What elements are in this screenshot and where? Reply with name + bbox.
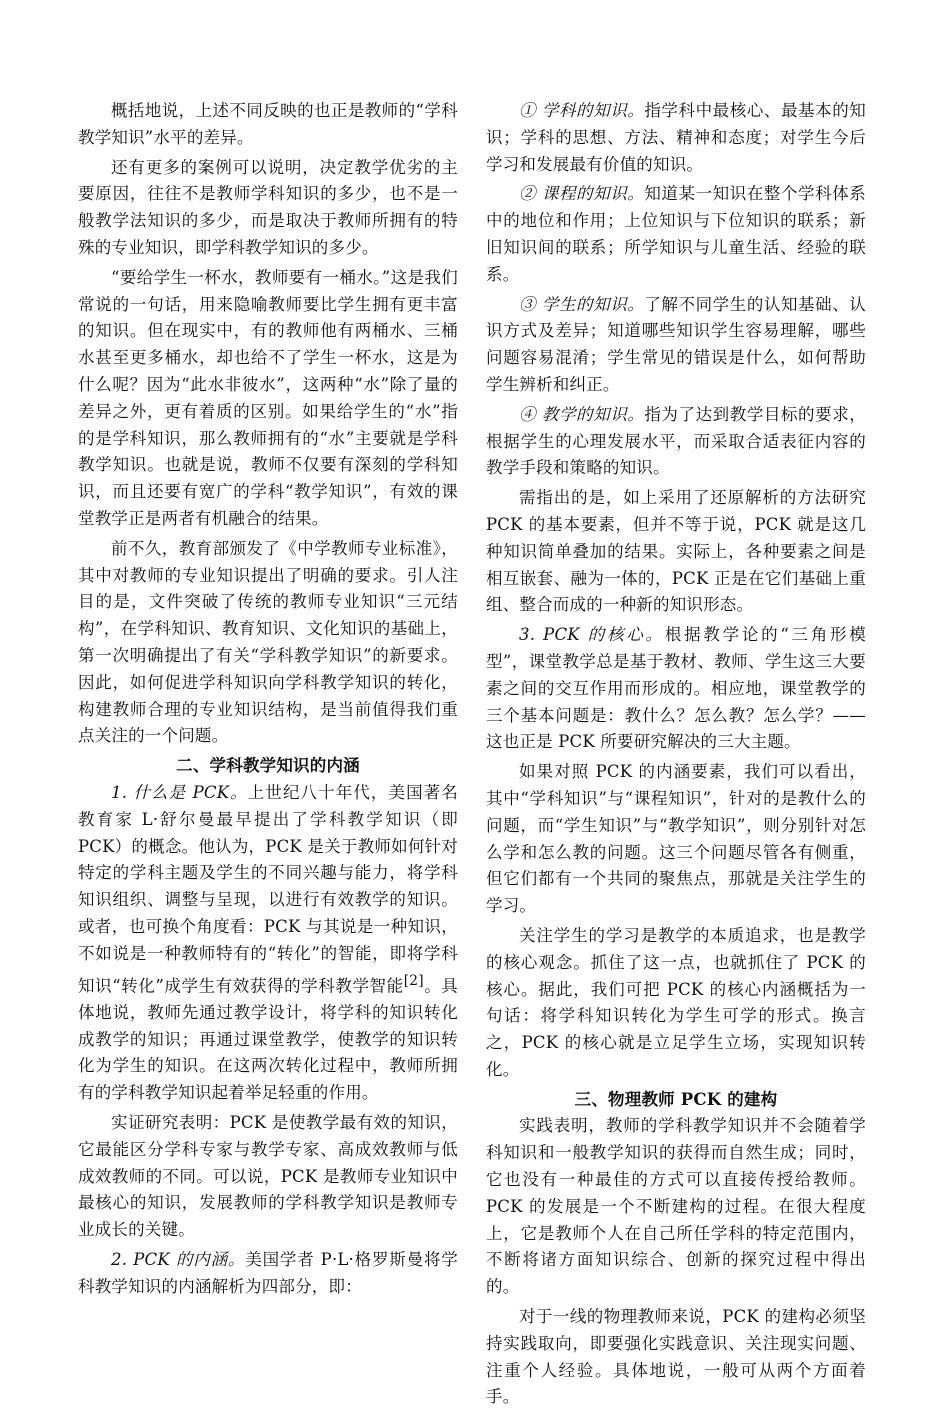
item-label: ③ 学生的知识。 bbox=[519, 294, 645, 314]
list-item bbox=[486, 98, 866, 178]
paragraph: 关注学生的学习是教学的本质追求，也是教学的核心观念。抓住了这一点，也就抓住了 PCK 的核心。据此，我们可把 PCK 的核心内涵概括为一句话：将学科知识转化为学生可学的形式。换言之，PCK 的核心就是立足学生立场，实现知识转化。 bbox=[486, 925, 866, 1079]
paragraph-text: 知道某一知识在整个学科体系中的地位和作用；上位知识与下位知识的联系；新旧知识间的联系；所学知识与儿童生活、经验的联系。 bbox=[486, 184, 866, 284]
right-column bbox=[486, 98, 866, 1414]
paragraph-text: 上世纪八十年代，美国著名教育家 L·舒尔曼最早提出了学科教学知识（即 PCK）的概念。他认为，PCK 是关于教师如何针对特定的学科主题及学生的不同兴趣与能力，将学科知识组织、调整与呈现，以进行有效教学的知识。或者，也可换个角度看：PCK 与其说是一种知识，不如说是一种教师特有的“转化”的智能，即将学科知识“转化”成学生有效获得的学科教学智能 bbox=[78, 782, 458, 995]
paragraph bbox=[486, 622, 866, 756]
paragraph: 如果对照 PCK 的内涵要素，我们可以看出，其中“学科知识”与“课程知识”，针对的是教什么的问题，而“学生知识”与“教学知识”，则分别针对怎么学和怎么教的问题。这三个问题尽管各有侧重，但它们都有一个共同的聚焦点，那就是关注学生的学习。 bbox=[486, 762, 866, 916]
paragraph-text: 。具体地说，教师先通过教学设计，将学科的知识转化成教学的知识；再通过课堂教学，使教学的知识转化为学生的知识。在这两次转化过程中，教师所拥有的学科教学知识起着举足轻重的作用。 bbox=[78, 976, 458, 1103]
paragraph-text: 指为了达到教学目标的要求，根据学生的心理发展水平，而采取合适表征内容的教学手段和策略的知识。 bbox=[486, 404, 866, 478]
paragraph: “要给学生一杯水，教师要有一桶水。”这是我们常说的一句话，用来隐喻教师要比学生拥有更丰富的知识。但在现实中，有的教师他有两桶水、三桶水甚至更多桶水，却也给不了学生一杯水，这是为什么呢？因为“此水非彼水”，这两种“水”除了量的差异之外，更有着质的区别。如果给学生的“水”指的是学科知识，那么教师拥有的“水”主要就是学科教学知识。也就是说，教师不仅要有深刻的学科知识，而且还要有宽广的学科“教学知识”，有效的课堂教学正是两者有机融合的结果。 bbox=[78, 267, 458, 528]
paragraph: 需指出的是，如上采用了还原解析的方法研究 PCK 的基本要素，但并不等于说，PCK 就是这几种知识简单叠加的结果。实际上，各种要素之间是相互嵌套、融为一体的，PCK 正是在它们基础上重组、整合而成的一种新的知识形态。 bbox=[486, 488, 866, 615]
paragraph: 实践表明，教师的学科教学知识并不会随着学科知识和一般教学知识的获得而自然生成；同时，它也没有一种最佳的方式可以直接传授给教师。PCK 的发展是一个不断建构的过程。在很大程度上，它是教师个人在自己所任学科的特定范围内，不断将诸方面知识综合、创新的探究过程中得出的。 bbox=[486, 1116, 866, 1297]
paragraph: 概括地说，上述不同反映的也正是教师的“学科教学知识”水平的差异。 bbox=[78, 101, 458, 147]
left-column bbox=[78, 98, 458, 1304]
item-label: ④ 教学的知识。 bbox=[519, 404, 645, 424]
paragraph: 还有更多的案例可以说明，决定教学优劣的主要原因，往往不是教师学科知识的多少，也不是一般教学法知识的多少，而是取决于教师所拥有的特殊的专业知识，即学科教学知识的多少。 bbox=[78, 157, 458, 257]
list-item bbox=[486, 402, 866, 482]
paragraph: 对于一线的物理教师来说，PCK 的建构必须坚持实践取向，即要强化实践意识、关注现实问题、注重个人经验。具体地说，一般可从两个方面着手。 bbox=[486, 1307, 866, 1407]
item-label: 2. PCK 的内涵。 bbox=[111, 1249, 246, 1269]
paragraph-text: 根据教学论的“三角形模型”，课堂教学总是基于教材、教师、学生这三大要素之间的交互作用而形成的。相应地，课堂教学的三个基本问题是：教什么？怎么教？怎么学？——这也正是 PCK 所要研究解决的三大主题。 bbox=[486, 625, 866, 752]
list-item bbox=[486, 292, 866, 399]
paragraph bbox=[78, 780, 458, 1107]
paragraph: 前不久，教育部颁发了《中学教师专业标准》，其中对教师的专业知识提出了明确的要求。引人注目的是，文件突破了传统的教师专业知识“三元结构”，在学科知识、教育知识、文化知识的基础上，第一次明确提出了有关“学科教学知识”的新要求。因此，如何促进学科知识向学科教学知识的转化，构建教师合理的专业知识结构，是当前值得我们重点关注的一个问题。 bbox=[78, 538, 458, 746]
list-item bbox=[486, 181, 866, 288]
item-label: ② 课程的知识。 bbox=[519, 184, 645, 204]
paragraph-text: 美国学者 P·L·格罗斯曼将学科教学知识的内涵解析为四部分，即： bbox=[78, 1249, 458, 1296]
paragraph: 实证研究表明：PCK 是使教学最有效的知识，它最能区分学科专家与教学专家、高成效教师与低成效教师的不同。可以说，PCK 是教师专业知识中最核心的知识，发展教师的学科教学知识是教师专业成长的关键。 bbox=[78, 1112, 458, 1240]
paragraph bbox=[78, 1247, 458, 1301]
paragraph-text: 指学科中最核心、最基本的知识；学科的思想、方法、精神和态度；对学生今后学习和发展最有价值的知识。 bbox=[486, 101, 866, 174]
item-label: ① 学科的知识。 bbox=[519, 101, 645, 120]
section-heading: 二、学科教学知识的内涵 bbox=[176, 756, 360, 776]
item-label: 1. 什么是 PCK。 bbox=[111, 782, 248, 802]
paragraph-text: 了解不同学生的认知基础、认识方式及差异；知道哪些知识学生容易理解，哪些问题容易混淆；学生常见的错误是什么，如何帮助学生辨析和纠正。 bbox=[486, 294, 866, 394]
citation-ref: [2] bbox=[403, 972, 424, 989]
section-heading: 三、物理教师 PCK 的建构 bbox=[574, 1089, 778, 1109]
item-label: 3. PCK 的核心。 bbox=[519, 625, 665, 645]
